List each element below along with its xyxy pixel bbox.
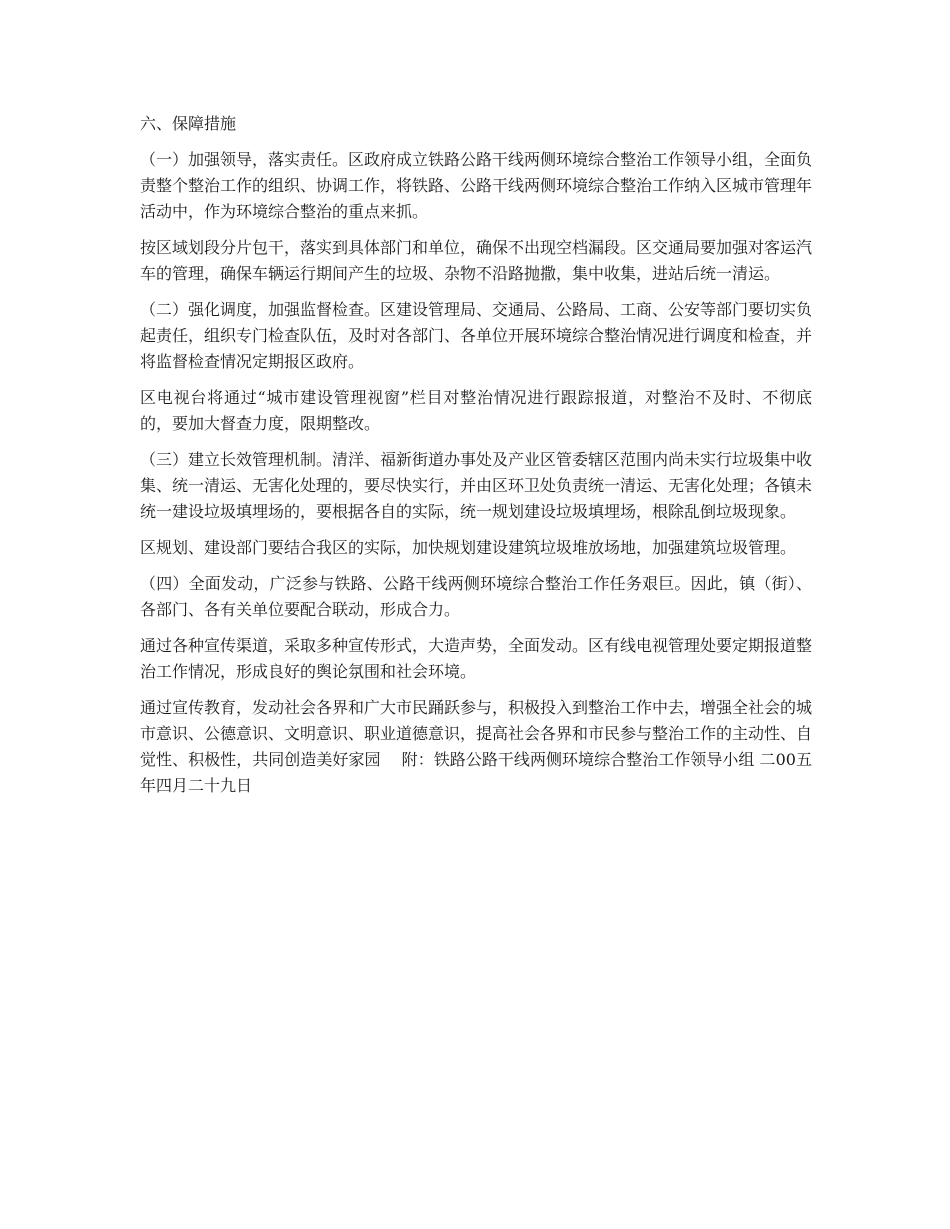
paragraph-8: 通过各种宣传渠道，采取多种宣传形式，大造声势，全面发动。区有线电视管理处要定期报道整治工作情况，形成良好的舆论氛围和社会环境。 [140,636,813,681]
paragraph-9: 通过宣传教育，发动社会各界和广大市民踊跃参与，积极投入到整治工作中去，增强全社会的城市意识、公德意识、文明意识、职业道德意识，提高社会各界和市民参与整治工作的主动性、自觉性、积极性，共同创造美好家园 附：铁路公路干线两侧环境综合整治工作领导小组 二00五年四月二十九日 [140,698,813,795]
paragraph-5: （三）建立长效管理机制。清洋、福新街道办事处及产业区管委辖区范围内尚未实行垃圾集中收集、统一清运、无害化处理的，要尽快实行，并由区环卫处负责统一清运、无害化处理；各镇未统一建设垃圾填埋场的，要根据各自的实际，统一规划建设垃圾填埋场，根除乱倒垃圾现象。 [140,450,813,521]
paragraph-6: 区规划、建设部门要结合我区的实际，加快规划建设建筑垃圾堆放场地，加强建筑垃圾管理。 [140,538,797,557]
paragraph-4: 区电视台将通过“城市建设管理视窗”栏目对整治情况进行跟踪报道，对整治不及时、不彻底的，要加大督查力度，限期整改。 [140,388,812,433]
paragraph-2: 按区域划段分片包干，落实到具体部门和单位，确保不出现空档漏段。区交通局要加强对客运汽车的管理，确保车辆运行期间产生的垃圾、杂物不沿路抛撒，集中收集，进站后统一清运。 [140,238,813,283]
paragraph-3: （二）强化调度，加强监督检查。区建设管理局、交通局、公路局、工商、公安等部门要切实负起责任，组织专门检查队伍，及时对各部门、各单位开展环境综合整治情况进行调度和检查，并将监督检查情况定期报区政府。 [140,300,813,371]
paragraph-7: （四）全面发动，广泛参与铁路、公路干线两侧环境综合整治工作任务艰巨。因此，镇（街）、各部门、各有关单位要配合联动，形成合力。 [140,574,812,619]
document-body [140,111,812,809]
section-heading: 六、保障措施 [140,114,237,133]
paragraph-1: （一）加强领导，落实责任。区政府成立铁路公路干线两侧环境综合整治工作领导小组，全面负责整个整治工作的组织、协调工作，将铁路、公路干线两侧环境综合整治工作纳入区城市管理年活动中，作为环境综合整治的重点来抓。 [140,150,813,221]
